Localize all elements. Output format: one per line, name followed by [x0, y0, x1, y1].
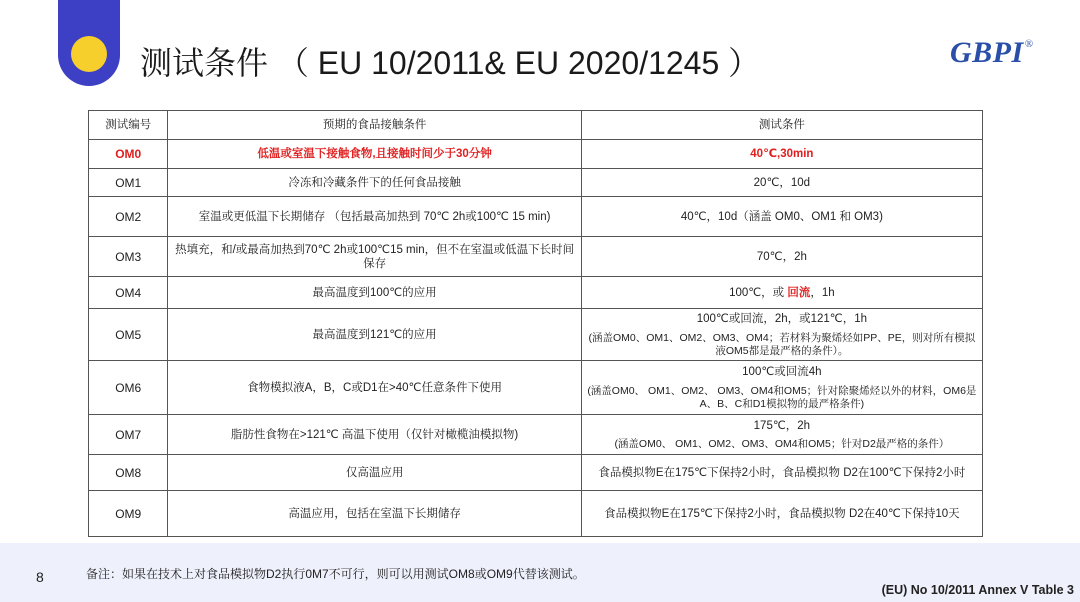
cell-contact: 最高温度到121℃的应用 [168, 309, 581, 361]
test-note: (涵盖OM0、 OM1、OM2、OM3、OM4和OM5；针对D2最严格的条件） [614, 437, 950, 450]
column-header-contact: 预期的食品接触条件 [168, 111, 581, 140]
cell-test [581, 277, 982, 309]
column-header-test: 测试条件 [581, 111, 982, 140]
cell-code: OM5 [89, 309, 168, 361]
cell-contact: 热填充，和/或最高加热到70℃ 2h或100℃15 min，但不在室温或低温下长时间保存 [168, 237, 581, 277]
cell-code: OM7 [89, 415, 168, 455]
logo-registered-mark: ® [1024, 38, 1034, 50]
cell-code: OM9 [89, 491, 168, 537]
test-main: 100℃或回流，2h，或121℃，1h [696, 312, 868, 325]
footnote: 备注：如果在技术上对食品模拟物D2执行0M7不可行，则可以用测试OM8或OM9代替该测试。 [86, 567, 585, 581]
cell-code: OM6 [89, 361, 168, 415]
source-citation: (EU) No 10/2011 Annex V Table 3 [881, 583, 1074, 597]
test-text-tail: ，1h [810, 286, 835, 299]
cell-code: OM8 [89, 455, 168, 491]
cell-contact: 最高温度到100℃的应用 [168, 277, 581, 309]
table-row-om2 [89, 197, 983, 237]
test-conditions-table [88, 110, 983, 537]
cell-test: 40℃,30min [581, 140, 982, 169]
test-note: (涵盖OM0、 OM1、OM2、 OM3、OM4和OM5；针对除聚烯烃以外的材料，OM6是A、B、C和D1模拟物的最严格条件) [587, 384, 977, 410]
test-highlight: 回流 [787, 286, 811, 299]
table-row-om7 [89, 415, 983, 455]
table-row-om3 [89, 237, 983, 277]
test-note: (涵盖OM0、OM1、OM2、OM3、OM4；若材料为聚烯烃如PP、PE，则对所有模拟液OM5都是最严格的条件）。 [588, 331, 976, 357]
column-header-code: 测试编号 [89, 111, 168, 140]
cell-test: 70℃，2h [581, 237, 982, 277]
test-text: 100℃，或 [729, 286, 788, 299]
cell-test: 40℃，10d（涵盖 OM0、OM1 和 OM3) [581, 197, 982, 237]
cell-test [581, 361, 982, 415]
cell-contact: 高温应用，包括在室温下长期储存 [168, 491, 581, 537]
cell-contact: 仅高温应用 [168, 455, 581, 491]
cell-test: 食品模拟物E在175℃下保持2小时，食品模拟物 D2在100℃下保持2小时 [581, 455, 982, 491]
cell-contact: 食物模拟液A，B，C或D1在>40℃任意条件下使用 [168, 361, 581, 415]
cell-test [581, 309, 982, 361]
table-header-row [89, 111, 983, 140]
cell-code: OM1 [89, 169, 168, 197]
cell-test: 食品模拟物E在175℃下保持2小时，食品模拟物 D2在40℃下保持10天 [581, 491, 982, 537]
gbpi-logo [950, 36, 1034, 70]
table-row-om5 [89, 309, 983, 361]
table-row-om6 [89, 361, 983, 415]
title-badge [58, 0, 120, 86]
test-main: 175℃，2h [753, 419, 811, 432]
test-main: 100℃或回流4h [742, 365, 822, 378]
table-row-om0 [89, 140, 983, 169]
cell-contact: 低温或室温下接触食物,且接触时间少于30分钟 [168, 140, 581, 169]
cell-code: OM3 [89, 237, 168, 277]
cell-code: OM2 [89, 197, 168, 237]
cell-contact: 脂肪性食物在>121℃ 高温下使用（仅针对橄榄油模拟物) [168, 415, 581, 455]
cell-test [581, 415, 982, 455]
cell-code: OM0 [89, 140, 168, 169]
logo-text: GBPI [950, 36, 1024, 69]
table-row-om1 [89, 169, 983, 197]
table-row-om4 [89, 277, 983, 309]
cell-contact: 冷冻和冷藏条件下的任何食品接触 [168, 169, 581, 197]
badge-dot [71, 36, 107, 72]
cell-test: 20℃，10d [581, 169, 982, 197]
cell-contact: 室温或更低温下长期储存 （包括最高加热到 70℃ 2h或100℃ 15 min) [168, 197, 581, 237]
page-number: 8 [36, 569, 44, 585]
cell-code: OM4 [89, 277, 168, 309]
table-row-om9 [89, 491, 983, 537]
page-title: 测试条件 （ EU 10/2011& EU 2020/1245 ） [140, 45, 761, 81]
test-conditions-table-wrap [88, 110, 983, 537]
table-row-om8 [89, 455, 983, 491]
